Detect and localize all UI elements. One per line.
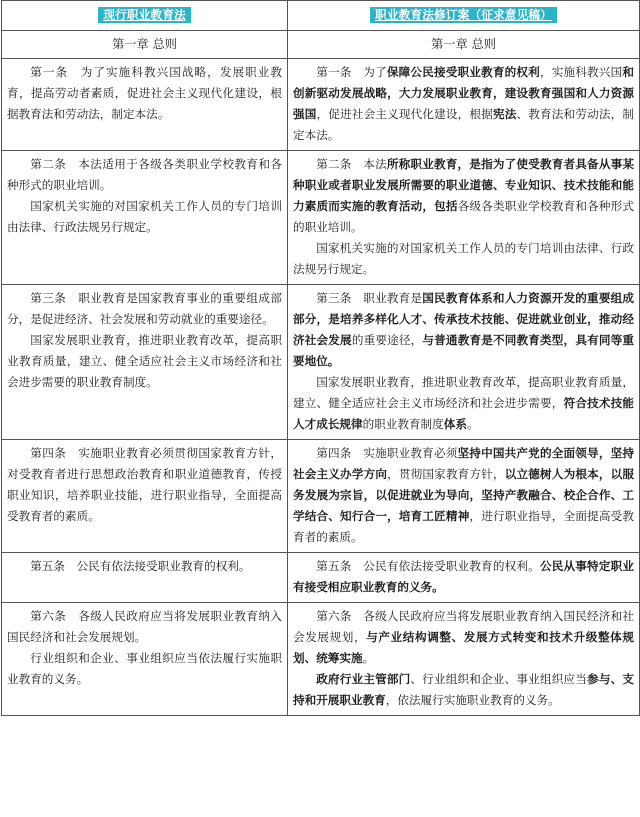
header-row <box>2 1 640 31</box>
current-law-text <box>2 59 288 151</box>
current-law-text <box>2 440 288 553</box>
current-law-text <box>2 151 288 285</box>
text-segment: ，依法履行实施职业教育的义务。 <box>385 693 560 707</box>
text-segment: 行业组织和企业、事业组织应当依法履行实施职业教育的义务。 <box>7 651 282 686</box>
header-right-cell <box>288 1 640 31</box>
article-paragraph <box>7 443 282 527</box>
text-segment: 第一条 为了实施科教兴国战略，发展职业教育，提高劳动者素质，促进社会主义现代化建设，根据教育法和劳动法，制定本法。 <box>7 65 282 121</box>
comparison-table <box>1 0 640 716</box>
article-paragraph <box>293 669 634 711</box>
text-segment: 的职业教育制度 <box>362 417 444 431</box>
text-segment: 第三条 职业教育是 <box>316 291 423 305</box>
article-paragraph <box>293 62 634 146</box>
article-paragraph <box>293 443 634 548</box>
text-segment: 第二条 本法 <box>316 157 387 171</box>
article-row <box>2 59 640 151</box>
amended-text: 体系 <box>443 417 467 431</box>
amended-text: 所称职业教育，是指为了使受教育者具备从事某种职业或者职业发展所需要的职业道德、专业知识、技术技能和能力素质而实施的教育活动，包括 <box>293 157 634 213</box>
text-segment: 、教育法和劳动法，制定本法。 <box>293 107 634 142</box>
amended-text: 以立德树人为根本，以服务发展为宗旨，以促进就业为导向，坚持产教融合、校企合作、工学结合、知行合一，培育工匠精神 <box>293 467 634 523</box>
text-segment: 各级各类职业学校教育和各种形式的职业培训。 <box>293 199 634 234</box>
text-segment: 第五条 公民有依法接受职业教育的权利。 <box>316 559 540 573</box>
text-segment: 国家发展职业教育，推进职业教育改革，提高职业教育质量，建立、健全适应社会主义市场经济和社会进步需要， <box>293 375 634 410</box>
amended-text: 保障公民接受职业教育的权利 <box>386 65 540 79</box>
header-current-law: 现行职业教育法 <box>98 7 191 23</box>
article-row <box>2 285 640 440</box>
current-law-text <box>2 553 288 603</box>
text-segment: 第五条 公民有依法接受职业教育的权利。 <box>30 559 251 573</box>
text-segment: 国家机关实施的对国家机关工作人员的专门培训由法律、行政法规另行规定。 <box>7 199 282 234</box>
draft-text <box>288 603 640 716</box>
header-draft-amendment: 职业教育法修订案（征求意见稿） <box>370 7 557 23</box>
article-paragraph <box>293 556 634 598</box>
article-paragraph <box>7 196 282 238</box>
text-segment: ，实施科教兴国 <box>539 65 623 79</box>
current-law-text <box>2 603 288 716</box>
current-law-text <box>2 285 288 440</box>
article-row <box>2 603 640 716</box>
article-paragraph <box>293 288 634 372</box>
article-paragraph <box>7 606 282 648</box>
amended-text: 国民教育体系和人力资源开发的重要组成部分，是培养多样化人才、传承技术技能、促进就业创业，推动经济社会发展 <box>293 291 634 347</box>
article-paragraph <box>293 154 634 238</box>
amended-text: 公民从事特定职业有接受相应职业教育的义务。 <box>293 559 634 594</box>
header-left-cell <box>2 1 288 31</box>
article-row <box>2 151 640 285</box>
text-segment: 。 <box>362 651 375 665</box>
text-segment: ，促进社会主义现代化建设，根据 <box>316 107 493 121</box>
article-row <box>2 553 640 603</box>
amended-text: 和创新驱动发展战略，大力发展职业教育，建设教育强国和人力资源强国 <box>293 65 634 121</box>
amended-text: 与产业结构调整、发展方式转变和技术升级整体规划、统筹实施 <box>293 630 634 665</box>
amended-text: 参与、支持和开展职业教育 <box>293 672 634 707</box>
text-segment: ，进行职业指导，全面提高受教育者的素质。 <box>293 509 634 544</box>
text-segment: 第四条 实施职业教育必须 <box>316 446 458 460</box>
draft-text <box>288 285 640 440</box>
article-paragraph <box>7 288 282 330</box>
article-paragraph <box>7 154 282 196</box>
text-segment: 第一条 为了 <box>316 65 387 79</box>
text-segment: 第三条 职业教育是国家教育事业的重要组成部分，是促进经济、社会发展和劳动就业的重要途径。 <box>7 291 282 326</box>
text-segment: 第六条 各级人民政府应当将发展职业教育纳入国民经济和社会发展规划， <box>293 609 634 644</box>
amended-text: 政府行业主管部门 <box>316 672 411 686</box>
amended-text: 与普通教育是不同教育类型，具有同等重要地位。 <box>293 333 634 368</box>
text-segment: 的重要途径， <box>351 333 423 347</box>
article-paragraph <box>7 556 282 577</box>
text-segment: ，贯彻国家教育方针， <box>387 467 505 481</box>
text-segment: 第六条 各级人民政府应当将发展职业教育纳入国民经济和社会发展规划。 <box>7 609 282 644</box>
article-paragraph <box>7 648 282 690</box>
chapter-title-left: 第一章 总则 <box>2 31 288 59</box>
draft-text <box>288 59 640 151</box>
article-paragraph <box>293 606 634 669</box>
article-paragraph <box>293 372 634 435</box>
article-paragraph <box>293 238 634 280</box>
draft-text <box>288 151 640 285</box>
draft-text <box>288 553 640 603</box>
amended-text: 符合技术技能人才成长规律 <box>293 396 634 431</box>
text-segment: 国家发展职业教育，推进职业教育改革，提高职业教育质量，建立、健全适应社会主义市场经济和社会进步需要的职业教育制度。 <box>7 333 282 389</box>
article-row <box>2 440 640 553</box>
text-segment: 国家机关实施的对国家机关工作人员的专门培训由法律、行政法规另行规定。 <box>293 241 634 276</box>
chapter-title-right: 第一章 总则 <box>288 31 640 59</box>
draft-text <box>288 440 640 553</box>
text-segment: 。 <box>466 417 479 431</box>
amended-text: 宪法 <box>492 107 517 121</box>
article-paragraph <box>7 330 282 393</box>
amended-text: 坚持中国共产党的全面领导，坚持社会主义办学方向 <box>293 446 634 481</box>
text-segment: 第四条 实施职业教育必须贯彻国家教育方针，对受教育者进行思想政治教育和职业道德教育，传授职业知识，培养职业技能，进行职业指导，全面提高受教育者的素质。 <box>7 446 282 523</box>
text-segment: 、行业组织和企业、事业组织应当 <box>410 672 588 686</box>
text-segment: 第二条 本法适用于各级各类职业学校教育和各种形式的职业培训。 <box>7 157 282 192</box>
chapter-row <box>2 31 640 59</box>
article-paragraph <box>7 62 282 125</box>
